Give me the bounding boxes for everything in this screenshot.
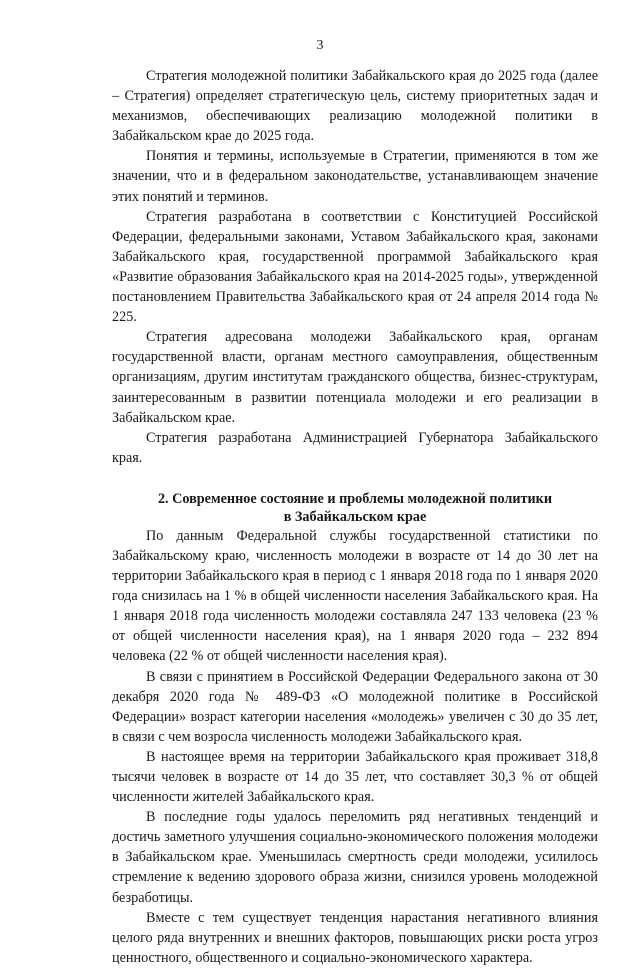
paragraph-current-population: В настоящее время на территории Забайкальского края проживает 318,8 тысячи человек в возрасте от 14 до 35 лет, что составляет 30,3 % от общей численности жителей Забайкальского края. (112, 748, 598, 806)
paragraph-addressees: Стратегия адресована молодежи Забайкальского края, органам государственной власти, органам местного самоуправления, общественным организациям, другим институтам гражданского общества, бизнес-структурам, заинтересованным в развитии потенциала молодежи и его реализации в Забайкальском крае. (112, 329, 598, 426)
paragraph-terms: Понятия и термины, используемые в Стратегии, применяются в том же значении, что и в федеральном законодательстве, устанавливающем значение этих понятий и терминов. (112, 148, 598, 205)
paragraph-developer: Стратегия разработана Администрацией Губернатора Забайкальского края. (112, 429, 598, 466)
paragraph-strategy-purpose: Стратегия молодежной политики Забайкальского края до 2025 года (далее – Стратегия) определяет стратегическую цель, систему приоритетных задач и механизмов, обеспечивающих реализацию молодежной политики в Забайкальском крае до 2025 года. (112, 68, 598, 145)
page-number: 3 (316, 38, 324, 53)
paragraph-negative-trends: Вместе с тем существует тенденция нарастания негативного влияния целого ряда внутренних и внешних факторов, повышающих риски роста угроз ценностного, общественного и социально-экономического характера. (112, 909, 598, 966)
section-heading-line-1: 2. Современное состояние и проблемы молодежной политики (157, 490, 553, 507)
section-heading (112, 490, 598, 526)
paragraph-youth-statistics: По данным Федеральной службы государственной статистики по Забайкальскому краю, численность молодежи в возрасте от 14 до 30 лет на территории Забайкальского края в период с 1 января 2018 года по 1 января 2020 года снизилась на 1 % в общей численности населения Забайкальского края. На 1 января 2018 года численность молодежи составляла 247 133 человека (23 % от общей численности населения края), на 1 января 2020 года – 232 894 человека (22 % от общей численности населения края). (112, 527, 598, 665)
paragraph-federal-law: В связи с принятием в Российской Федерации Федерального закона от 30 декабря 2020 года № 489-ФЗ «О молодежной политике в Российской Федерации» возраст категории населения «молодежь» увеличен с 30 до 35 лет, в связи с чем возросла численность молодежи Забайкальского края. (112, 668, 598, 745)
paragraph-legal-basis: Стратегия разработана в соответствии с Конституцией Российской Федерации, федеральными законами, Уставом Забайкальского края, законами Забайкальского края, государственной программой Забайкальского края «Развитие образования Забайкальского края на 2014-2025 годы», утвержденной постановлением Правительства Забайкальского края от 24 апреля 2014 года № 225. (112, 208, 598, 326)
paragraph-positive-trends: В последние годы удалось переломить ряд негативных тенденций и достичь заметного улучшения социально-экономического положения молодежи в Забайкальском крае. Уменьшилась смертность среди молодежи, усилилось стремление к ведению здорового образа жизни, снизился уровень молодежной безработицы. (112, 809, 598, 906)
section-heading-line-2: в Забайкальском крае (283, 508, 427, 525)
document-body (112, 66, 598, 968)
